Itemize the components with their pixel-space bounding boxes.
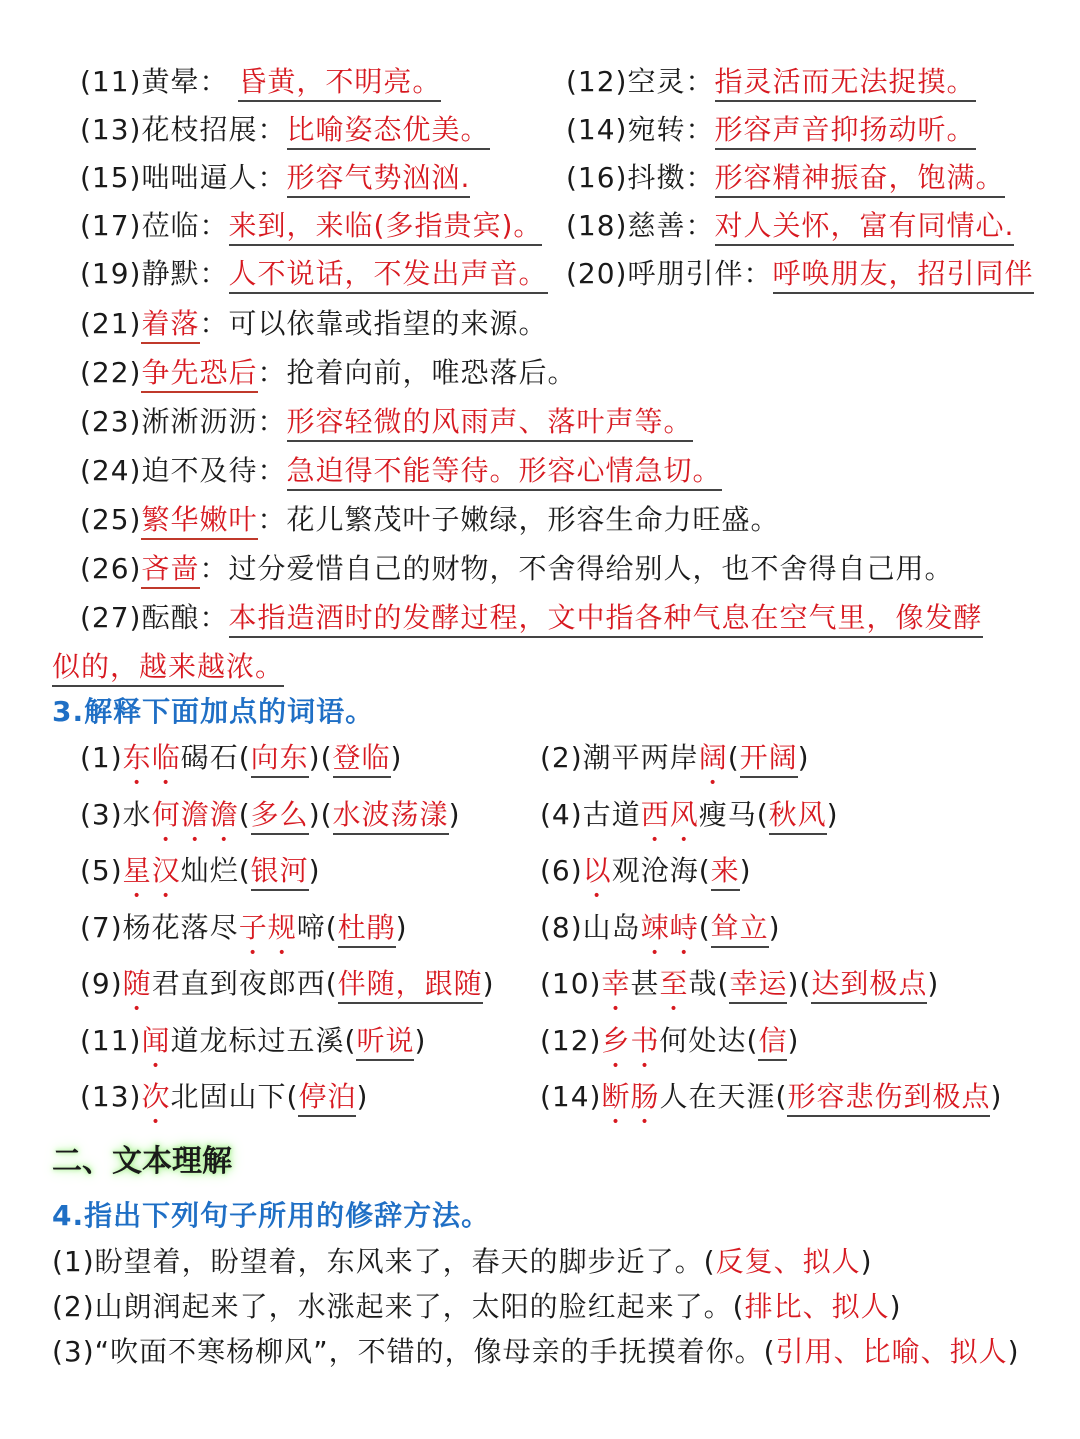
dotted-word (660, 967, 689, 1000)
term: 空灵 (627, 65, 686, 98)
dotted-char: 东 (122, 741, 152, 774)
text: 水 (122, 797, 152, 831)
definition: 昏黄，不明亮。 (238, 65, 441, 102)
vocab-item (566, 206, 1014, 246)
dotted-word (123, 854, 181, 887)
question-4-title: 4.指出下列句子所用的修辞方法。 (52, 1199, 491, 1232)
definition: 花儿繁茂叶子嫩绿，形容生命力旺盛。 (286, 503, 780, 536)
item-number: (15) (80, 161, 142, 194)
separator: ： (199, 601, 229, 634)
term: 咄咄逼人 (141, 161, 258, 194)
dotted-char: 澹 (180, 797, 210, 831)
close-paren: ) (1007, 1335, 1020, 1368)
sentence: (2)山朗润起来了，水涨起来了，太阳的脸红起来了。( (52, 1290, 745, 1323)
item-number: (24) (80, 454, 142, 487)
dotted-word (123, 741, 181, 774)
text: ( (238, 797, 251, 831)
separator: ： (199, 65, 229, 98)
term: 淅淅沥沥 (141, 405, 258, 438)
text: 杨花落尽 (122, 910, 239, 944)
text: 碣石( (180, 741, 251, 774)
term: 迫不及待 (141, 454, 258, 487)
question-3-title: 3.解释下面加点的词语。 (52, 695, 375, 728)
separator: ： (743, 257, 773, 290)
dotted-char: 星 (122, 854, 152, 887)
text: 山岛 (582, 910, 641, 944)
text: ( (727, 741, 740, 774)
separator: ： (685, 209, 715, 242)
item-number: (12) (566, 65, 628, 98)
vocab-item (80, 353, 577, 393)
item-number: (2) (540, 741, 583, 774)
dotted-char: 风 (669, 797, 699, 831)
term: 莅临 (141, 209, 200, 242)
separator: ： (199, 209, 229, 242)
text: 人在天涯( (659, 1080, 788, 1113)
answer: 秋风 (769, 798, 827, 835)
vocab-item (566, 110, 976, 150)
text: ) (739, 854, 752, 887)
vocab-item (80, 500, 780, 540)
answer: 杜鹃 (338, 911, 396, 948)
definition: 呼唤朋友，招引同伴 (773, 257, 1034, 294)
dotted-char: 随 (122, 967, 152, 1000)
text: 灿烂( (180, 854, 251, 887)
dotted-char: 峙 (669, 910, 699, 944)
item-number: (6) (540, 854, 583, 887)
text: ) (787, 1023, 800, 1057)
dotted-word (641, 911, 699, 944)
q3-item (80, 908, 408, 948)
text: ) (927, 967, 940, 1000)
answer: 幸运 (729, 967, 787, 1004)
q4-item (52, 1287, 902, 1327)
dotted-char: 澹 (209, 797, 239, 831)
text: 潮平两岸 (582, 741, 699, 774)
dotted-char: 竦 (640, 910, 670, 944)
text: ) (414, 1023, 427, 1057)
q3-item (540, 1021, 799, 1061)
answer: 向东 (251, 741, 309, 778)
vocab-item (80, 206, 542, 246)
item-number: (5) (80, 854, 123, 887)
dotted-char: 次 (141, 1080, 171, 1113)
q3-item (540, 851, 752, 891)
text: ) (390, 741, 403, 774)
item-number: (16) (566, 161, 628, 194)
dotted-char: 断 (601, 1080, 631, 1113)
text: ) (395, 910, 408, 944)
text: 何处达( (659, 1023, 759, 1057)
vocab-item (566, 254, 1034, 294)
item-number: (19) (80, 257, 142, 290)
dotted-word (641, 798, 699, 831)
definition: 本指造酒时的发酵过程，文中指各种气息在空气里，像发酵 (229, 601, 983, 638)
item-number: (23) (80, 405, 142, 438)
q3-item (540, 738, 810, 778)
dotted-char: 肠 (630, 1080, 660, 1113)
dotted-word (141, 1024, 170, 1057)
term: 宛转 (627, 113, 686, 146)
term: 繁华嫩叶 (141, 503, 257, 540)
dotted-word (699, 741, 728, 774)
item-number: (17) (80, 209, 142, 242)
sentence: (3)“吹面不寒杨柳风”，不错的，像母亲的手抚摸着你。( (52, 1335, 776, 1368)
vocab-item (80, 402, 693, 442)
answer: 听说 (356, 1024, 414, 1061)
answer: 水波荡漾 (333, 798, 449, 835)
definition: 来到，来临(多指贵宾)。 (229, 209, 543, 246)
separator: ： (257, 356, 287, 389)
text: 北固山下( (170, 1080, 299, 1113)
text: ) (990, 1080, 1003, 1113)
item-number: (21) (80, 307, 142, 340)
dotted-char: 汉 (151, 854, 181, 887)
definition: 对人关怀，富有同情心. (715, 209, 1015, 246)
separator: ： (257, 454, 287, 487)
item-number: (1) (80, 741, 123, 774)
separator: ： (199, 307, 229, 340)
answer: 伴随，跟随 (338, 967, 483, 1004)
item-number: (22) (80, 356, 142, 389)
text: )( (308, 741, 333, 774)
term: 花枝招展 (141, 113, 258, 146)
dotted-word (141, 1080, 170, 1113)
separator: ： (257, 113, 287, 146)
vocab-item (80, 110, 490, 150)
dotted-char: 临 (151, 741, 181, 774)
item-number: (13) (80, 113, 142, 146)
text: 道龙标过五溪( (170, 1023, 357, 1057)
q3-item (540, 795, 839, 835)
definition-continued: 似的，越来越浓。 (52, 650, 284, 687)
term: 酝酿 (141, 601, 200, 634)
vocab-item (566, 62, 976, 102)
answer: 达到极点 (811, 967, 927, 1004)
definition: 形容声音抑扬动听。 (715, 113, 976, 150)
separator: ： (199, 257, 229, 290)
answer: 开阔 (740, 741, 798, 778)
item-number: (11) (80, 65, 142, 98)
item-number: (14) (566, 113, 628, 146)
answer: 银河 (251, 854, 309, 891)
separator: ： (685, 161, 715, 194)
text: 啼( (296, 910, 338, 944)
dotted-char: 幸 (601, 967, 631, 1000)
text: ) (768, 910, 781, 944)
close-paren: ) (860, 1245, 873, 1278)
sentence: (1)盼望着，盼望着，东风来了，春天的脚步近了。( (52, 1245, 716, 1278)
item-number: (18) (566, 209, 628, 242)
text: ) (448, 797, 461, 831)
answer: 耸立 (711, 911, 769, 948)
dotted-word (123, 967, 152, 1000)
separator: ： (685, 113, 715, 146)
text: 哉( (688, 967, 730, 1000)
dotted-char: 书 (630, 1023, 660, 1057)
q4-item (52, 1332, 1020, 1372)
dotted-word (152, 798, 239, 831)
vocab-item (80, 549, 954, 589)
term: 吝啬 (141, 552, 199, 589)
dotted-word (601, 1024, 659, 1057)
close-paren: ) (889, 1290, 902, 1323)
dotted-word (601, 1080, 659, 1113)
answer: 多么 (251, 798, 309, 835)
separator: ： (685, 65, 715, 98)
q3-item (80, 795, 461, 835)
text: 瘦马( (698, 797, 769, 831)
item-number: (4) (540, 797, 583, 831)
definition: 人不说话，不发出声音。 (229, 257, 548, 294)
definition: 过分爱惜自己的财物，不舍得给别人，也不舍得自己用。 (228, 552, 954, 585)
q3-item (80, 964, 495, 1004)
item-number: (27) (80, 601, 142, 634)
definition: 急迫得不能等待。形容心情急切。 (287, 454, 722, 491)
text: 甚 (630, 967, 660, 1000)
vocab-item (80, 158, 470, 198)
separator: ： (257, 503, 287, 536)
item-number: (8) (540, 910, 583, 944)
dotted-char: 至 (659, 967, 689, 1000)
definition: 形容精神振奋，饱满。 (715, 161, 1005, 198)
dotted-char: 规 (267, 910, 297, 944)
answer: 停泊 (298, 1080, 356, 1117)
vocab-item (80, 451, 722, 491)
vocab-item (80, 598, 983, 638)
q3-item (80, 1077, 368, 1117)
q4-item (52, 1242, 873, 1282)
dotted-char: 阔 (698, 741, 728, 774)
text: ) (797, 741, 810, 774)
item-number: (3) (80, 797, 123, 831)
answer: 来 (711, 854, 740, 891)
vocab-item (80, 62, 441, 102)
dotted-char: 何 (151, 797, 181, 831)
text: 古道 (582, 797, 641, 831)
text: ) (308, 854, 321, 887)
item-number: (25) (80, 503, 142, 536)
text: ) (356, 1080, 369, 1113)
term: 黄晕 (141, 65, 200, 98)
definition: 形容轻微的风雨声、落叶声等。 (287, 405, 693, 442)
q3-item (80, 738, 402, 778)
dotted-char: 以 (582, 854, 612, 887)
term: 抖擞 (627, 161, 686, 194)
q3-item (80, 851, 321, 891)
dotted-char: 西 (640, 797, 670, 831)
item-number: (14) (540, 1080, 602, 1113)
item-number: (11) (80, 1023, 142, 1057)
item-number: (13) (80, 1080, 142, 1113)
item-number: (9) (80, 967, 123, 1000)
separator: ： (257, 405, 287, 438)
item-number: (20) (566, 257, 628, 290)
dotted-char: 乡 (601, 1023, 631, 1057)
q3-item (540, 908, 781, 948)
vocab-item-continuation (52, 647, 284, 687)
term: 呼朋引伴 (627, 257, 744, 290)
definition: 指灵活而无法捉摸。 (715, 65, 976, 102)
item-number: (26) (80, 552, 142, 585)
answer: 登临 (333, 741, 391, 778)
answer: 引用、比喻、拟人 (775, 1335, 1008, 1368)
definition: 抢着向前，唯恐落后。 (286, 356, 577, 389)
dotted-word (601, 967, 630, 1000)
term: 争先恐后 (141, 356, 257, 393)
text: )( (787, 967, 812, 1000)
dotted-char: 子 (238, 910, 268, 944)
item-number: (7) (80, 910, 123, 944)
q3-item (80, 1021, 426, 1061)
answer: 信 (758, 1024, 787, 1061)
vocab-item (566, 158, 1005, 198)
definition: 比喻姿态优美。 (287, 113, 490, 150)
q3-item (540, 1077, 1002, 1117)
text: 君直到夜郎西( (151, 967, 338, 1000)
answer: 排比、拟人 (744, 1290, 890, 1323)
q3-item (540, 964, 939, 1004)
definition: 形容气势汹汹. (287, 161, 471, 198)
text: )( (308, 797, 333, 831)
dotted-word (239, 911, 297, 944)
text: ( (698, 910, 711, 944)
text: 观沧海( (611, 854, 711, 887)
vocab-item (80, 304, 548, 344)
text: ) (482, 967, 495, 1000)
answer: 反复、拟人 (715, 1245, 861, 1278)
separator: ： (199, 552, 229, 585)
dotted-word (583, 854, 612, 887)
section-heading: 二、文本理解 (52, 1144, 232, 1179)
item-number: (10) (540, 967, 602, 1000)
term: 慈善 (627, 209, 686, 242)
separator: ： (257, 161, 287, 194)
dotted-char: 闻 (141, 1023, 171, 1057)
vocab-item (80, 254, 548, 294)
text: ) (826, 797, 839, 831)
item-number: (12) (540, 1023, 602, 1057)
definition: 可以依靠或指望的来源。 (228, 307, 548, 340)
term: 静默 (141, 257, 200, 290)
answer: 形容悲伤到极点 (787, 1080, 990, 1117)
term: 着落 (141, 307, 199, 344)
